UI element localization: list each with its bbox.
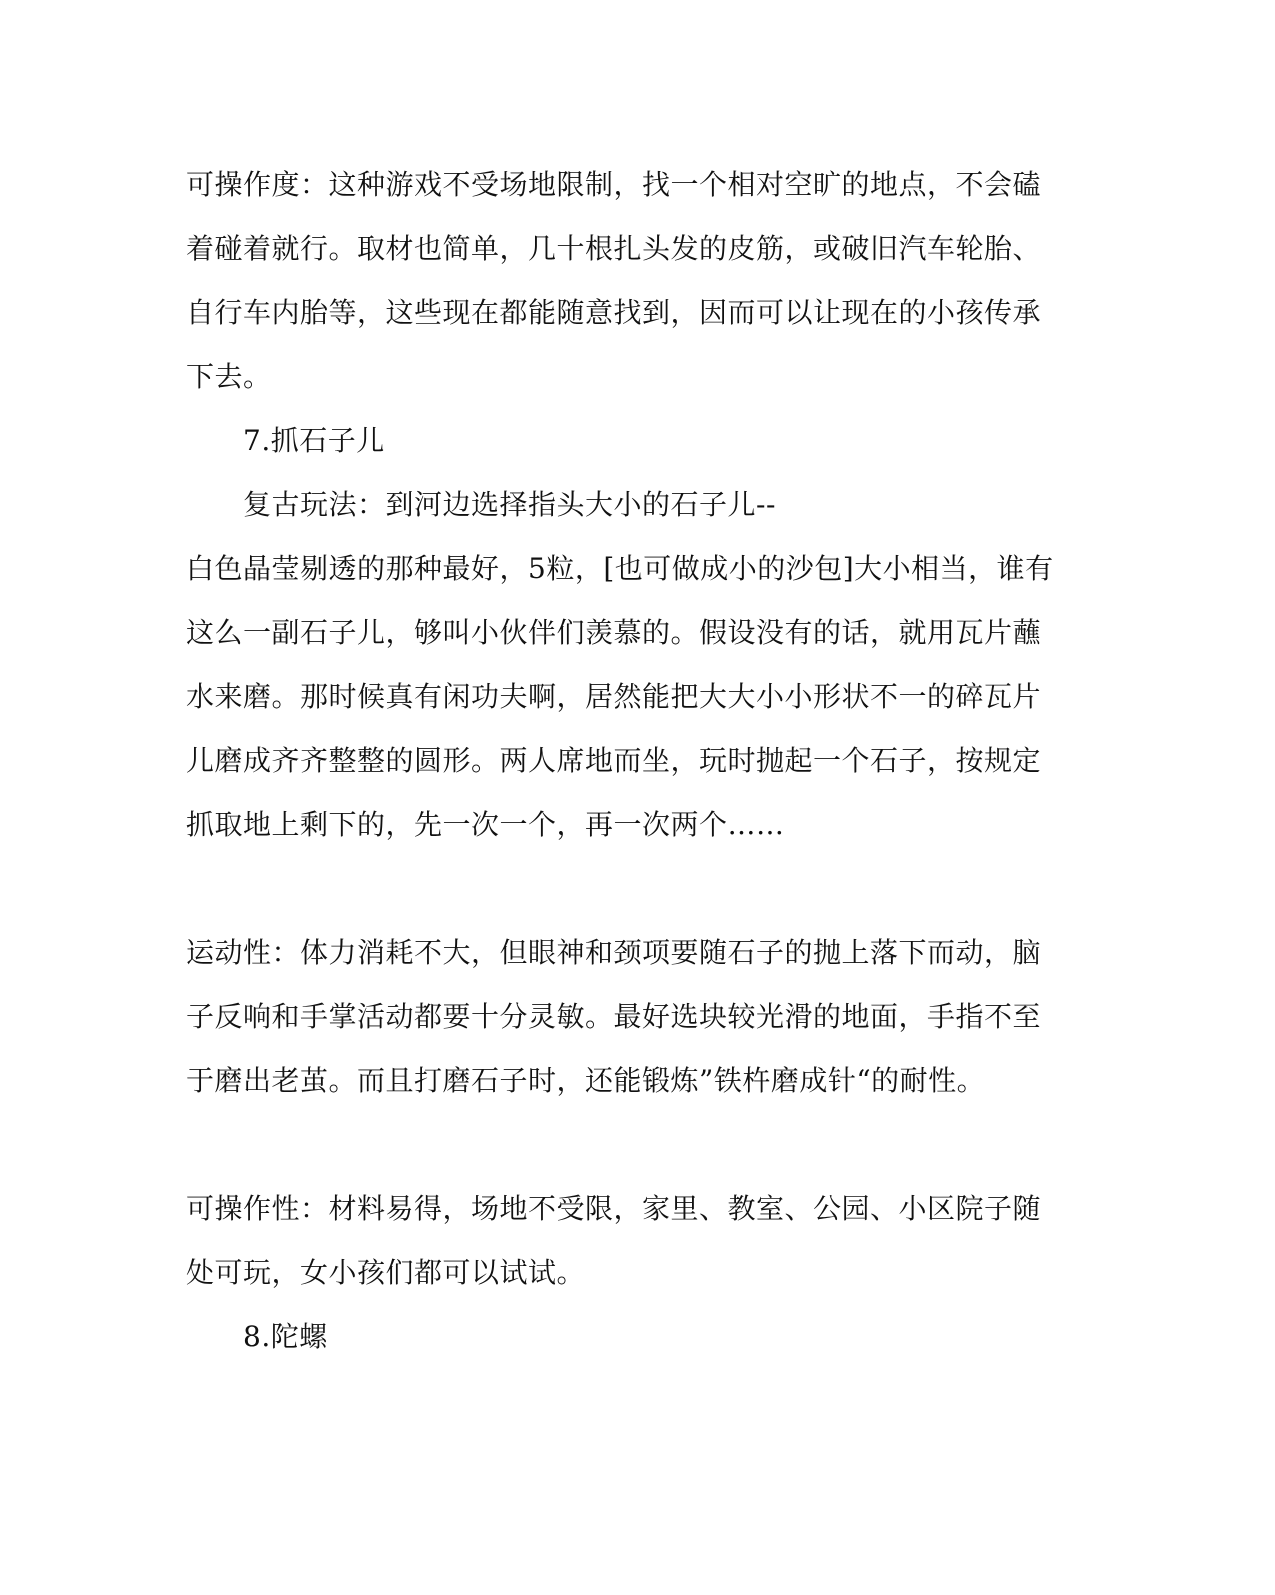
paragraph-line: 儿磨成齐齐整整的圆形。两人席地而坐，玩时抛起一个石子，按规定 — [186, 744, 1042, 777]
paragraph-line: 子反响和手掌活动都要十分灵敏。最好选块较光滑的地面，手指不至 — [186, 1000, 1042, 1033]
paragraph-line: 可操作度：这种游戏不受场地限制，找一个相对空旷的地点，不会磕 — [186, 168, 1042, 201]
paragraph-line: 运动性：体力消耗不大，但眼神和颈项要随石子的抛上落下而动，脑 — [186, 936, 1042, 969]
paragraph-line: 自行车内胎等，这些现在都能随意找到，因而可以让现在的小孩传承 — [186, 296, 1042, 329]
paragraph-line: 复古玩法：到河边选择指头大小的石子儿-- — [243, 488, 776, 521]
paragraph-line: 于磨出老茧。而且打磨石子时，还能锻炼”铁杵磨成针“的耐性。 — [186, 1064, 986, 1097]
paragraph-line: 处可玩，女小孩们都可以试试。 — [186, 1256, 586, 1289]
section-heading: 7.抓石子儿 — [243, 424, 385, 457]
paragraph-line: 这么一副石子儿，够叫小伙伴们羡慕的。假设没有的话，就用瓦片蘸 — [186, 616, 1042, 649]
paragraph-line: 白色晶莹剔透的那种最好，5粒，[也可做成小的沙包]大小相当，谁有 — [186, 552, 1054, 585]
paragraph-line: 抓取地上剩下的，先一次一个，再一次两个…… — [186, 808, 785, 841]
paragraph-line: 可操作性：材料易得，场地不受限，家里、教室、公园、小区院子随 — [186, 1192, 1042, 1225]
paragraph-line: 着碰着就行。取材也简单，几十根扎头发的皮筋，或破旧汽车轮胎、 — [186, 232, 1042, 265]
paragraph-line: 下去。 — [186, 360, 272, 393]
paragraph-line: 水来磨。那时候真有闲功夫啊，居然能把大大小小形状不一的碎瓦片 — [186, 680, 1042, 713]
section-heading: 8.陀螺 — [243, 1320, 328, 1353]
